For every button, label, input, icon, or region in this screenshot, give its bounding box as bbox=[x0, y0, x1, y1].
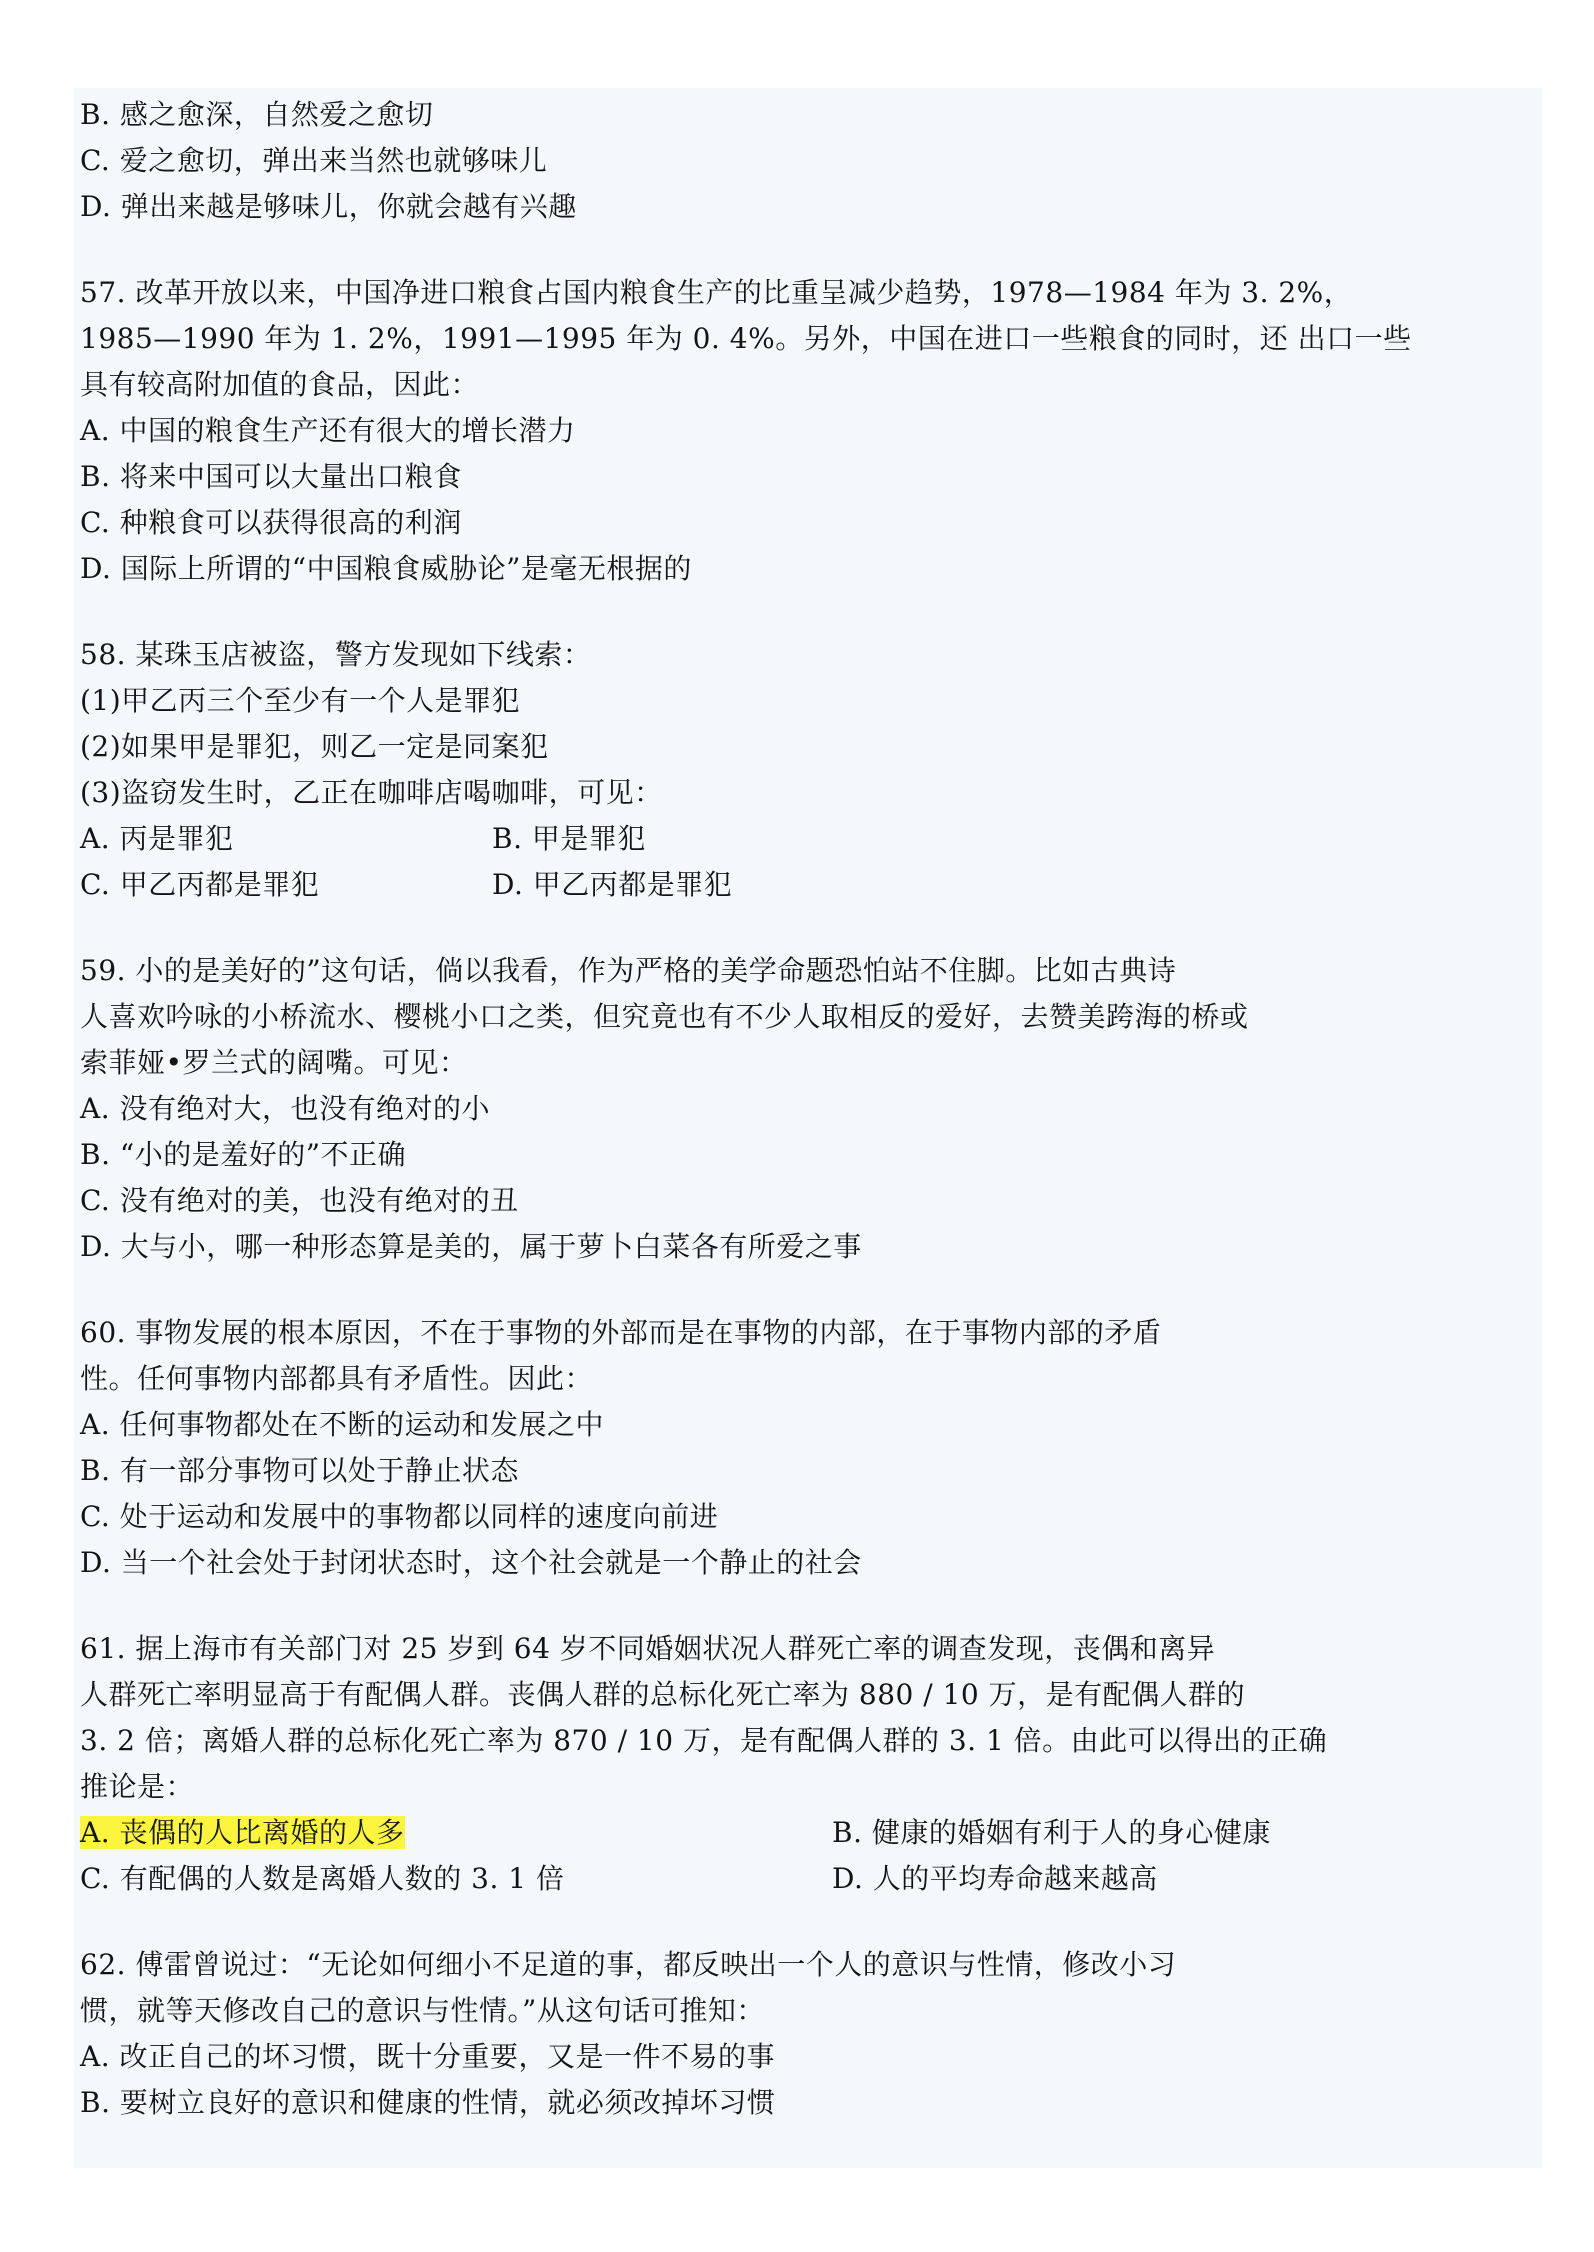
option-d: D. 人的平均寿命越来越高 bbox=[832, 1862, 1158, 1895]
option-a-highlighted: A. 丧偶的人比离婚的人多 bbox=[80, 1816, 405, 1849]
option-line: C. 处于运动和发展中的事物都以同样的速度向前进 bbox=[80, 1500, 719, 1533]
option-line: C. 种粮食可以获得很高的利润 bbox=[80, 506, 462, 539]
question-stem-line: (1)甲乙丙三个至少有一个人是罪犯 bbox=[80, 684, 521, 717]
question-stem-line: (2)如果甲是罪犯，则乙一定是同案犯 bbox=[80, 730, 549, 763]
option-a: A. 丙是罪犯 bbox=[80, 822, 234, 855]
option-line: D. 弹出来越是够味儿，你就会越有兴趣 bbox=[80, 190, 577, 223]
question-59 bbox=[80, 948, 1520, 1270]
option-line: A. 中国的粮食生产还有很大的增长潜力 bbox=[80, 414, 576, 447]
question-stem-line: 人喜欢吟咏的小桥流水、樱桃小口之类，但究竟也有不少人取相反的爱好，去赞美跨海的桥或 bbox=[80, 1000, 1249, 1033]
question-stem-line: 性。任何事物内部都具有矛盾性。因此： bbox=[80, 1362, 594, 1395]
option-line: D. 当一个社会处于封闭状态时，这个社会就是一个静止的社会 bbox=[80, 1546, 862, 1579]
document-body bbox=[80, 92, 1520, 2126]
question-stem-line: 具有较高附加值的食品，因此： bbox=[80, 368, 480, 401]
question-stem-line: (3)盗窃发生时，乙正在咖啡店喝咖啡，可见： bbox=[80, 776, 663, 809]
question-57 bbox=[80, 270, 1520, 592]
question-stem-line: 61. 据上海市有关部门对 25 岁到 64 岁不同婚姻状况人群死亡率的调查发现，丧偶和离异 bbox=[80, 1632, 1216, 1665]
question-56-options bbox=[80, 92, 1520, 230]
option-line: A. 任何事物都处在不断的运动和发展之中 bbox=[80, 1408, 605, 1441]
option-b: B. 甲是罪犯 bbox=[492, 822, 646, 855]
spacer bbox=[80, 230, 1520, 270]
option-line: B. “小的是羞好的”不正确 bbox=[80, 1138, 407, 1171]
option-c: C. 有配偶的人数是离婚人数的 3. 1 倍 bbox=[80, 1862, 565, 1895]
spacer bbox=[80, 908, 1520, 948]
option-line: A. 改正自己的坏习惯，既十分重要，又是一件不易的事 bbox=[80, 2040, 776, 2073]
question-stem-line: 59. 小的是美好的”这句话，倘以我看，作为严格的美学命题恐怕站不住脚。比如古典诗 bbox=[80, 954, 1177, 987]
question-stem-line: 60. 事物发展的根本原因，不在于事物的外部而是在事物的内部，在于事物内部的矛盾 bbox=[80, 1316, 1162, 1349]
option-line: C. 没有绝对的美，也没有绝对的丑 bbox=[80, 1184, 519, 1217]
question-stem-line: 3. 2 倍；离婚人群的总标化死亡率为 870 / 10 万，是有配偶人群的 3. 1 倍。由此可以得出的正确 bbox=[80, 1724, 1328, 1757]
option-b: B. 健康的婚姻有利于人的身心健康 bbox=[832, 1816, 1271, 1849]
question-60 bbox=[80, 1310, 1520, 1586]
spacer bbox=[80, 592, 1520, 632]
question-61 bbox=[80, 1626, 1520, 1902]
question-stem-line: 索菲娅•罗兰式的阔嘴。可见： bbox=[80, 1046, 468, 1079]
option-c: C. 甲乙丙都是罪犯 bbox=[80, 868, 320, 901]
option-line: A. 没有绝对大，也没有绝对的小 bbox=[80, 1092, 491, 1125]
option-line: B. 有一部分事物可以处于静止状态 bbox=[80, 1454, 519, 1487]
option-row bbox=[80, 1810, 1520, 1856]
spacer bbox=[80, 1902, 1520, 1942]
option-d: D. 甲乙丙都是罪犯 bbox=[492, 868, 733, 901]
option-line: B. 要树立良好的意识和健康的性情，就必须改掉坏习惯 bbox=[80, 2086, 776, 2119]
question-stem-line: 推论是： bbox=[80, 1770, 195, 1803]
option-line: C. 爱之愈切，弹出来当然也就够味儿 bbox=[80, 144, 548, 177]
option-line: D. 国际上所谓的“中国粮食威胁论”是毫无根据的 bbox=[80, 552, 692, 585]
spacer bbox=[80, 1270, 1520, 1310]
option-line: B. 感之愈深，自然爱之愈切 bbox=[80, 98, 434, 131]
option-line: D. 大与小，哪一种形态算是美的，属于萝卜白菜各有所爱之事 bbox=[80, 1230, 862, 1263]
question-stem-line: 惯，就等天修改自己的意识与性情。”从这句话可推知： bbox=[80, 1994, 765, 2027]
spacer bbox=[80, 1586, 1520, 1626]
question-62 bbox=[80, 1942, 1520, 2126]
question-stem-line: 58. 某珠玉店被盗，警方发现如下线索： bbox=[80, 638, 592, 671]
question-stem-line: 1985—1990 年为 1. 2%，1991—1995 年为 0. 4%。另外，中国在进口一些粮食的同时，还 出口一些 bbox=[80, 322, 1412, 355]
option-row bbox=[80, 816, 1520, 862]
question-stem-line: 57. 改革开放以来，中国净进口粮食占国内粮食生产的比重呈减少趋势，1978—1984 年为 3. 2%， bbox=[80, 276, 1353, 309]
question-stem-line: 人群死亡率明显高于有配偶人群。丧偶人群的总标化死亡率为 880 / 10 万，是有配偶人群的 bbox=[80, 1678, 1246, 1711]
option-row bbox=[80, 862, 1520, 908]
option-row bbox=[80, 1856, 1520, 1902]
question-58 bbox=[80, 632, 1520, 908]
option-a-cell bbox=[80, 1810, 832, 1856]
option-line: B. 将来中国可以大量出口粮食 bbox=[80, 460, 462, 493]
question-stem-line: 62. 傅雷曾说过：“无论如何细小不足道的事，都反映出一个人的意识与性情，修改小习 bbox=[80, 1948, 1177, 1981]
